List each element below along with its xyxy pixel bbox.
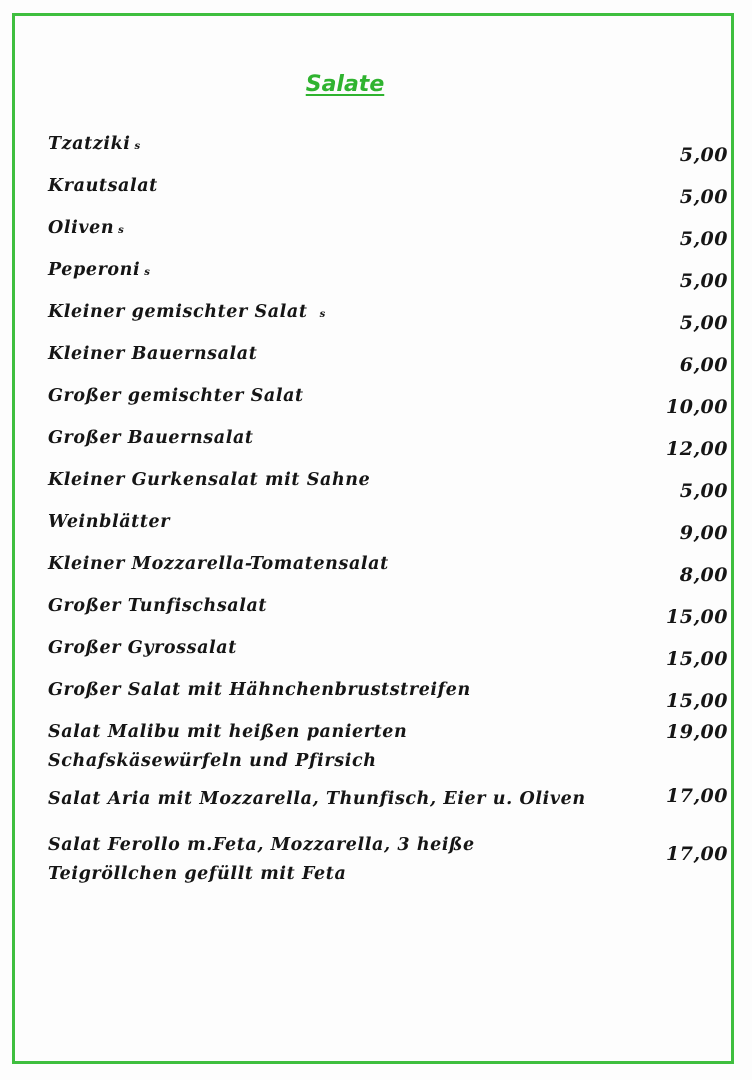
item-name: Peperoni — [48, 260, 141, 280]
item-price: 15,00 — [666, 648, 728, 670]
menu-item — [48, 256, 728, 298]
item-price: 9,00 — [679, 522, 728, 544]
item-price: 15,00 — [666, 606, 728, 628]
menu-item — [48, 676, 728, 718]
menu-item — [48, 424, 728, 466]
item-price: 5,00 — [679, 186, 728, 208]
menu-item — [48, 382, 728, 424]
item-name: Kleiner Mozzarella-Tomatensalat — [48, 554, 389, 574]
item-note: s — [118, 225, 124, 236]
menu-item — [48, 466, 728, 508]
item-price: 6,00 — [679, 354, 728, 376]
menu-item — [48, 550, 728, 592]
item-price: 10,00 — [666, 396, 728, 418]
item-name: Großer Salat mit Hähnchenbruststreifen — [48, 680, 471, 700]
item-note: s — [134, 141, 141, 152]
item-price: 5,00 — [679, 480, 728, 502]
item-name: Großer Gyrossalat — [48, 638, 237, 658]
item-name: Weinblätter — [48, 512, 171, 532]
menu-item — [48, 172, 728, 214]
item-price: 5,00 — [679, 270, 728, 292]
page-title: Salate — [305, 72, 385, 97]
item-price: 5,00 — [679, 312, 728, 334]
menu-item — [48, 592, 728, 634]
item-name: Salat Aria mit Mozzarella, Thunfisch, Eier u. Oliven — [48, 789, 586, 809]
menu-item — [48, 130, 728, 172]
menu-item — [48, 340, 728, 382]
item-name: Tzatziki — [48, 134, 131, 154]
item-price: 15,00 — [666, 690, 728, 712]
item-name: Kleiner Bauernsalat — [48, 344, 258, 364]
item-name: Großer Bauernsalat — [48, 428, 254, 448]
menu-item — [48, 508, 728, 550]
item-name: Salat Malibu mit heißen panierten Schafskäsewürfeln und Pfirsich — [48, 722, 408, 771]
item-name: Großer Tunfischsalat — [48, 596, 268, 616]
item-price: 5,00 — [679, 144, 728, 166]
menu-item — [48, 785, 728, 831]
menu-item — [48, 214, 728, 256]
menu-item — [48, 634, 728, 676]
menu-item — [48, 298, 728, 340]
menu-item — [48, 718, 728, 785]
menu-item — [48, 831, 728, 893]
item-price: 8,00 — [679, 564, 728, 586]
item-note: s — [144, 267, 150, 278]
item-name: Kleiner Gurkensalat mit Sahne — [48, 470, 371, 490]
item-name: Oliven — [48, 218, 115, 238]
item-price: 17,00 — [666, 843, 728, 865]
item-name: Großer gemischter Salat — [48, 386, 304, 406]
item-name: Salat Ferollo m.Feta, Mozzarella, 3 heiße Teigröllchen gefüllt mit Feta — [48, 835, 475, 884]
item-name: Krautsalat — [48, 176, 158, 196]
item-name: Kleiner gemischter Salat — [48, 302, 308, 322]
menu-list — [48, 130, 728, 893]
item-price: 12,00 — [666, 438, 728, 460]
item-note: s — [319, 309, 326, 320]
item-price: 19,00 — [666, 721, 728, 743]
item-price: 17,00 — [666, 785, 728, 807]
item-price: 5,00 — [679, 228, 728, 250]
